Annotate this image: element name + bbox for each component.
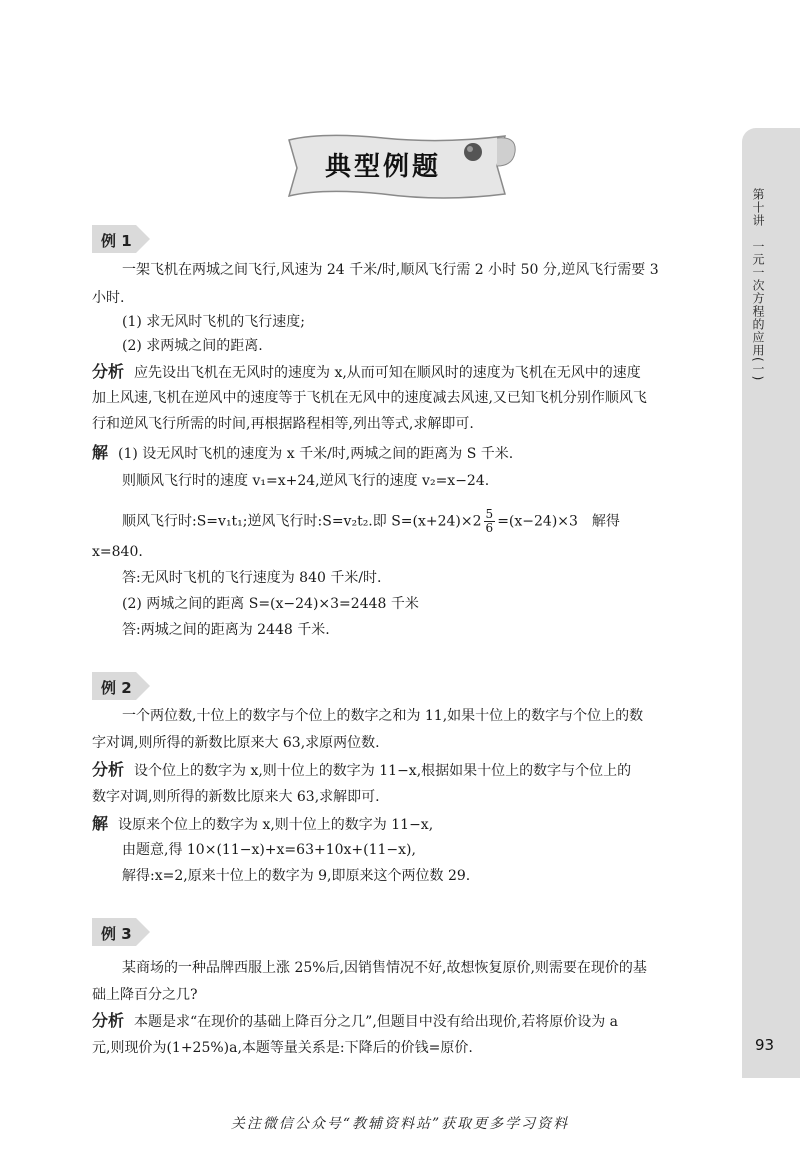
ex2-solution-line: 解得:x=2,原来十位上的数字为 9,即原来这个两位数 29. [122, 868, 471, 884]
page-number: 93 [755, 1036, 775, 1054]
ex2-analysis-line: 数字对调,则所得的新数比原来大 63,求解即可. [92, 789, 380, 805]
analysis-text: 本题是求“在现价的基础上降百分之几”,但题目中没有给出现价,若将原价设为 a [134, 1014, 619, 1030]
example-1-label: 例 1 [101, 232, 132, 250]
solution-tag: 解 [92, 814, 109, 833]
ex1-solution-line [92, 443, 513, 464]
example-2-label: 例 2 [101, 679, 132, 697]
ex3-question-line: 础上降百分之几? [92, 987, 198, 1003]
analysis-text: 设个位上的数字为 x,则十位上的数字为 11−x,根据如果十位上的数字与个位上的 [134, 763, 632, 779]
chapter-side-tab [742, 128, 800, 1078]
ex2-question-line: 一个两位数,十位上的数字与个位上的数字之和为 11,如果十位上的数字与个位上的数 [122, 708, 644, 724]
ex3-analysis-line: 元,则现价为(1+25%)a,本题等量关系是:下降后的价钱=原价. [92, 1040, 473, 1056]
ex1-analysis-line: 加上风速,飞机在逆风中的速度等于飞机在无风中的速度减去风速,又已知飞机分别作顺风飞 [92, 390, 647, 406]
fraction-numerator: 5 [485, 507, 494, 521]
fraction-denominator: 6 [485, 521, 494, 535]
ex1-analysis-line [92, 362, 641, 383]
fraction [484, 508, 496, 535]
ex1-question-part: (2) 求两城之间的距离. [122, 338, 263, 354]
ex1-question-line: 一架飞机在两城之间飞行,风速为 24 千米/时,顺风飞行需 2 小时 50 分,逆风飞行需要 3 [122, 262, 659, 278]
ex2-analysis-line [92, 760, 631, 781]
ex1-question-line: 小时. [92, 290, 125, 306]
ex1-solution-line: 则顺风飞行时的速度 v₁=x+24,逆风飞行的速度 v₂=x−24. [122, 473, 490, 489]
solution-text: (1) 设无风时飞机的速度为 x 千米/时,两城之间的距离为 S 千米. [118, 446, 514, 462]
ex2-solution-line [92, 814, 433, 835]
ex2-question-line: 字对调,则所得的新数比原来大 63,求原两位数. [92, 735, 380, 751]
ex1-answer-line: 答:两城之间的距离为 2448 千米. [122, 622, 330, 638]
ex1-solution-line: (2) 两城之间的距离 S=(x−24)×3=2448 千米 [122, 596, 419, 612]
analysis-tag: 分析 [92, 1011, 125, 1030]
ex1-question-part: (1) 求无风时飞机的飞行速度; [122, 314, 305, 330]
footer-note: 关注微信公众号“教辅资料站”获取更多学习资料 [230, 1116, 570, 1132]
ex1-solution-line: x=840. [92, 544, 143, 560]
example-3-label: 例 3 [101, 925, 132, 943]
ex3-analysis-line [92, 1011, 618, 1032]
analysis-text: 应先设出飞机在无风时的速度为 x,从而可知在顺风时的速度为飞机在无风中的速度 [134, 365, 641, 381]
solution-tag: 解 [92, 443, 109, 462]
equation-part: =(x−24)×3 解得 [497, 513, 620, 530]
analysis-tag: 分析 [92, 760, 125, 779]
solution-text: 设原来个位上的数字为 x,则十位上的数字为 11−x, [118, 817, 434, 833]
ex3-question-line: 某商场的一种品牌西服上涨 25%后,因销售情况不好,故想恢复原价,则需要在现价的基 [122, 960, 647, 976]
ex1-analysis-line: 行和逆风飞行所需的时间,再根据路程相等,列出等式,求解即可. [92, 416, 474, 432]
chapter-title: 第十讲 一元一次方程的应用(一) [751, 188, 765, 382]
ex2-solution-line: 由题意,得 10×(11−x)+x=63+10x+(11−x), [122, 842, 416, 858]
section-title: 典型例题 [324, 152, 441, 182]
ex1-answer-line: 答:无风时飞机的飞行速度为 840 千米/时. [122, 570, 382, 586]
analysis-tag: 分析 [92, 362, 125, 381]
equation-part: 顺风飞行时:S=v₁t₁;逆风飞行时:S=v₂t₂.即 S=(x+24)×2 [122, 513, 482, 530]
ex1-solution-equation [122, 508, 620, 535]
